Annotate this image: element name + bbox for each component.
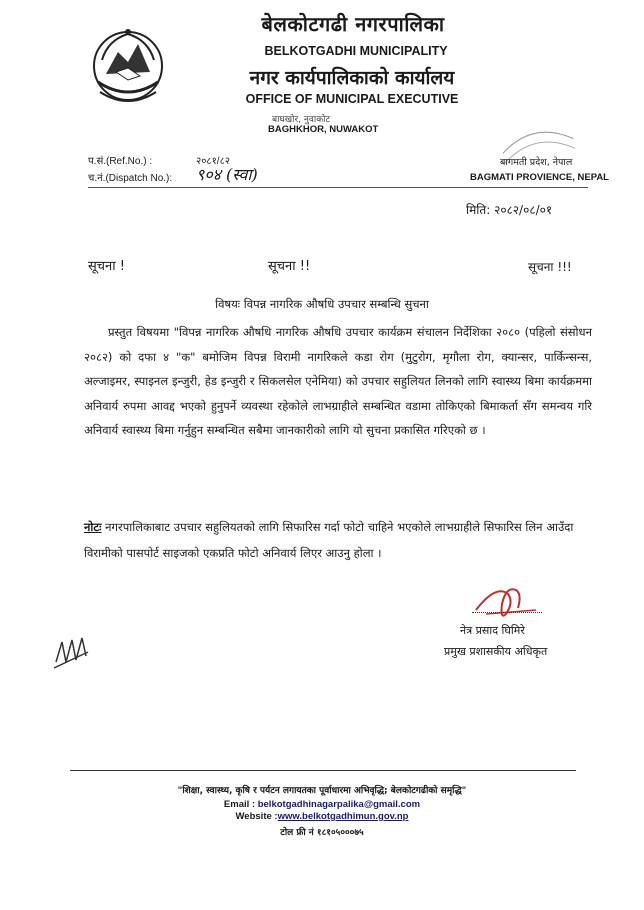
subject-line: विषयः विपन्न नागरिक औषधि उपचार सम्बन्धि सुचना [215, 297, 429, 311]
office-name-en: OFFICE OF MUNICIPAL EXECUTIVE [245, 92, 459, 106]
dispatch-no-label: च.नं.(Dispatch No.): [88, 173, 173, 184]
signature-icon [456, 580, 556, 622]
handwritten-initial-icon [52, 632, 92, 672]
address-np: बाघखोर, नुवाकोट [272, 115, 330, 125]
website-label: Website : [235, 811, 278, 822]
office-name-np: नगर कार्यपालिकाको कार्यालय [249, 67, 455, 89]
header-divider [88, 187, 588, 188]
footer-email [0, 799, 644, 810]
province-en: BAGMATI PROVIENCE, NEPAL [470, 172, 609, 183]
ref-no-label: प.सं.(Ref.No.) : [88, 156, 153, 167]
ref-no-value: २०८१/८२ [196, 156, 230, 167]
footer-tollfree: टोल फ्री नं १८१०५०००७५ [280, 828, 364, 838]
signatory-name: नेत्र प्रसाद घिमिरे [460, 624, 525, 637]
email-link[interactable]: belkotgadhinagarpalika@gmail.com [257, 799, 421, 810]
municipality-name-np: बेलकोटगढी नगरपालिका [261, 12, 445, 36]
footer-website [0, 811, 644, 822]
notice-body: प्रस्तुत विषयमा "विपन्न नागरिक औषधि नागरिक औषधि उपचार कार्यक्रम संचालन निर्देशिका २०८० (पहिलो संसोधन २०८२) को दफा ४ "क" बमोजिम विपन्न विरामी नागरिकले कडा रोग (मुटुरोग, मृगौला रोग, क्यान्सर, पार्किन्सन्स, अल्जाइमर, स्पाइनल इन्जुरी, हेड इन्जुरी र सिकलसेल एनेमिया) को उपचार सहुलियत लिनको लागि स्वास्थ्य बिमा कार्यक्रममा अनिवार्य रुपमा आवद्द भएको हुनुपर्ने व्यवस्था रहेकोले लाभग्राहीले सम्बन्धित वडामा तोकिएको बिमाकर्ता सँग समन्वय गरि अनिवार्य स्वास्थ्य बिमा गर्नुहुन सम्बन्धित सबैमा जानकारीको लागि यो सुचना प्रकासित गरिएको छ । [84, 325, 592, 437]
notice-heading-2: सूचना !! [268, 259, 311, 274]
notice-heading-1: सूचना ! [88, 259, 125, 274]
address-en: BAGHKHOR, NUWAKOT [268, 124, 379, 135]
municipality-name-en: BELKOTGADHI MUNICIPALITY [264, 44, 448, 58]
note-label: नोटः [84, 520, 102, 534]
signature-line [472, 612, 542, 613]
note-paragraph [84, 514, 590, 566]
province-np: बागमती प्रदेश, नेपाल [500, 157, 573, 168]
signatory-title: प्रमुख प्रशासकीय अधिकृत [444, 645, 548, 658]
notice-heading-3: सूचना !!! [528, 260, 572, 274]
nepal-emblem-icon [88, 22, 168, 112]
dispatch-no-value: ९०४ (स्वा) [196, 165, 258, 184]
website-link[interactable]: www.belkotgadhimun.gov.np [277, 811, 409, 822]
footer-slogan: "शिक्षा, स्वास्थ्य, कृषि र पर्यटन लगायतका पूर्वाधारमा अभिवृद्धि; बेलकोटगढीको समृद्धि" [177, 786, 467, 796]
note-text: नगरपालिकाबाट उपचार सहुलियतको लागि सिफारिस गर्दा फोटो चाहिने भएकोले लाभग्राहीले सिफारिस लिन आउँदा विरामीको पासपोर्ट साइजको एकप्रति फोटो अनिवार्य लिएर आउनु होला । [84, 520, 574, 560]
letter-date: मिति: २०८२/०८/०१ [466, 203, 553, 217]
email-label: Email : [223, 799, 258, 810]
footer-divider [70, 770, 576, 771]
